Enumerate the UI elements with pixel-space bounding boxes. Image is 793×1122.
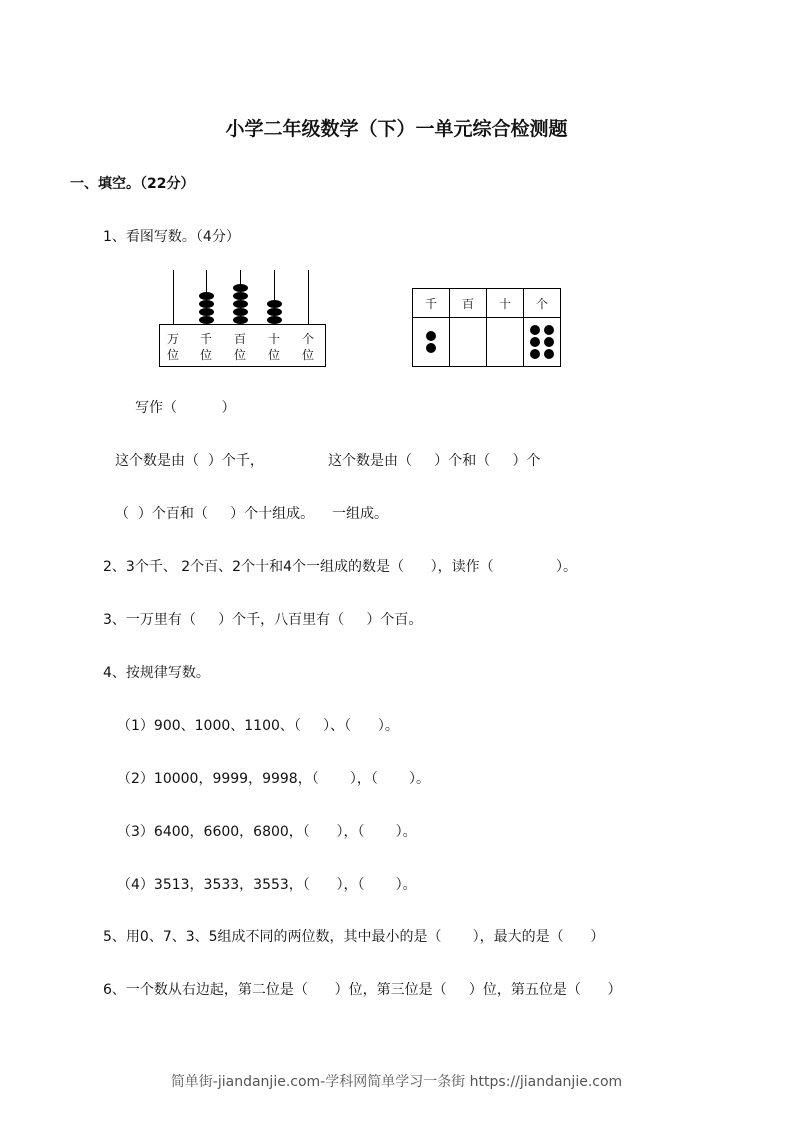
abacus-label: 万 位: [166, 332, 179, 362]
place-header: 个: [524, 289, 561, 318]
write-answer: 写作（ ）: [135, 400, 236, 416]
question-6: 6、一个数从右边起，第二位是（ ）位，第三位是（ ）位，第五位是（ ）: [103, 982, 622, 998]
question-4-item: （3）6400，6600，6800，（ ），（ ）。: [117, 824, 417, 840]
counter-dot: [544, 337, 554, 347]
counter-dot: [530, 349, 540, 359]
counter-dot: [544, 325, 554, 335]
question-1-line-1b: 这个数是由（ ）个和（ ）个: [328, 453, 541, 469]
counter-dot: [530, 325, 540, 335]
question-2: 2、3个千、 2个百、2个十和4个一组成的数是（ ），读作（ ）。: [103, 559, 577, 575]
place-cell: [487, 318, 524, 367]
place-cell: [450, 318, 487, 367]
section-heading: 一、填空。（22分）: [70, 176, 195, 192]
counter-dot: [530, 337, 540, 347]
abacus-bead: [267, 316, 282, 324]
abacus-bead: [233, 284, 248, 292]
abacus-label: 百 位: [233, 332, 246, 362]
counter-dot: [544, 349, 554, 359]
question-1-line-2: （ ）个百和（ ）个十组成。 一组成。: [115, 506, 388, 522]
place-cell: [413, 318, 450, 367]
place-header: 十: [487, 289, 524, 318]
abacus-bead: [267, 308, 282, 316]
counter-dot: [426, 331, 436, 341]
question-5: 5、用0、7、3、5组成不同的两位数，其中最小的是（ ），最大的是（ ）: [103, 929, 605, 945]
question-4-item: （2）10000，9999，9998，（ ），（ ）。: [117, 771, 431, 787]
question-4: 4、按规律写数。: [103, 665, 210, 681]
place-cell: [524, 318, 561, 367]
abacus-bead: [233, 300, 248, 308]
abacus-bead: [233, 316, 248, 324]
abacus-rod: [173, 270, 174, 325]
abacus-bead: [199, 308, 214, 316]
question-3: 3、一万里有（ ）个千，八百里有（ ）个百。: [103, 612, 423, 628]
abacus-label: 千 位: [199, 332, 212, 362]
counter-dot: [426, 343, 436, 353]
abacus-bead: [233, 308, 248, 316]
abacus-bead: [199, 316, 214, 324]
place-value-table: [412, 288, 561, 367]
abacus-bead: [199, 300, 214, 308]
abacus-label: 个 位: [301, 332, 314, 362]
question-4-item: （4）3513，3533，3553，（ ），（ ）。: [117, 877, 417, 893]
page-title: 小学二年级数学（下）一单元综合检测题: [225, 118, 568, 140]
question-4-item: （1）900、1000、1100、（ ）、（ ）。: [117, 718, 399, 734]
abacus-bead: [267, 300, 282, 308]
place-header: 千: [413, 289, 450, 318]
abacus-bead: [199, 292, 214, 300]
question-1-line-1a: 这个数是由（ ）个千，: [115, 453, 264, 469]
question-1: 1、看图写数。（4分）: [103, 229, 240, 245]
place-header: 百: [450, 289, 487, 318]
abacus-label: 十 位: [267, 332, 280, 362]
abacus-rod: [308, 270, 309, 325]
footer-watermark: 简单街-jiandanjie.com-学科网简单学习一条街 https://jiandanjie.com: [170, 1074, 623, 1090]
abacus-bead: [233, 292, 248, 300]
